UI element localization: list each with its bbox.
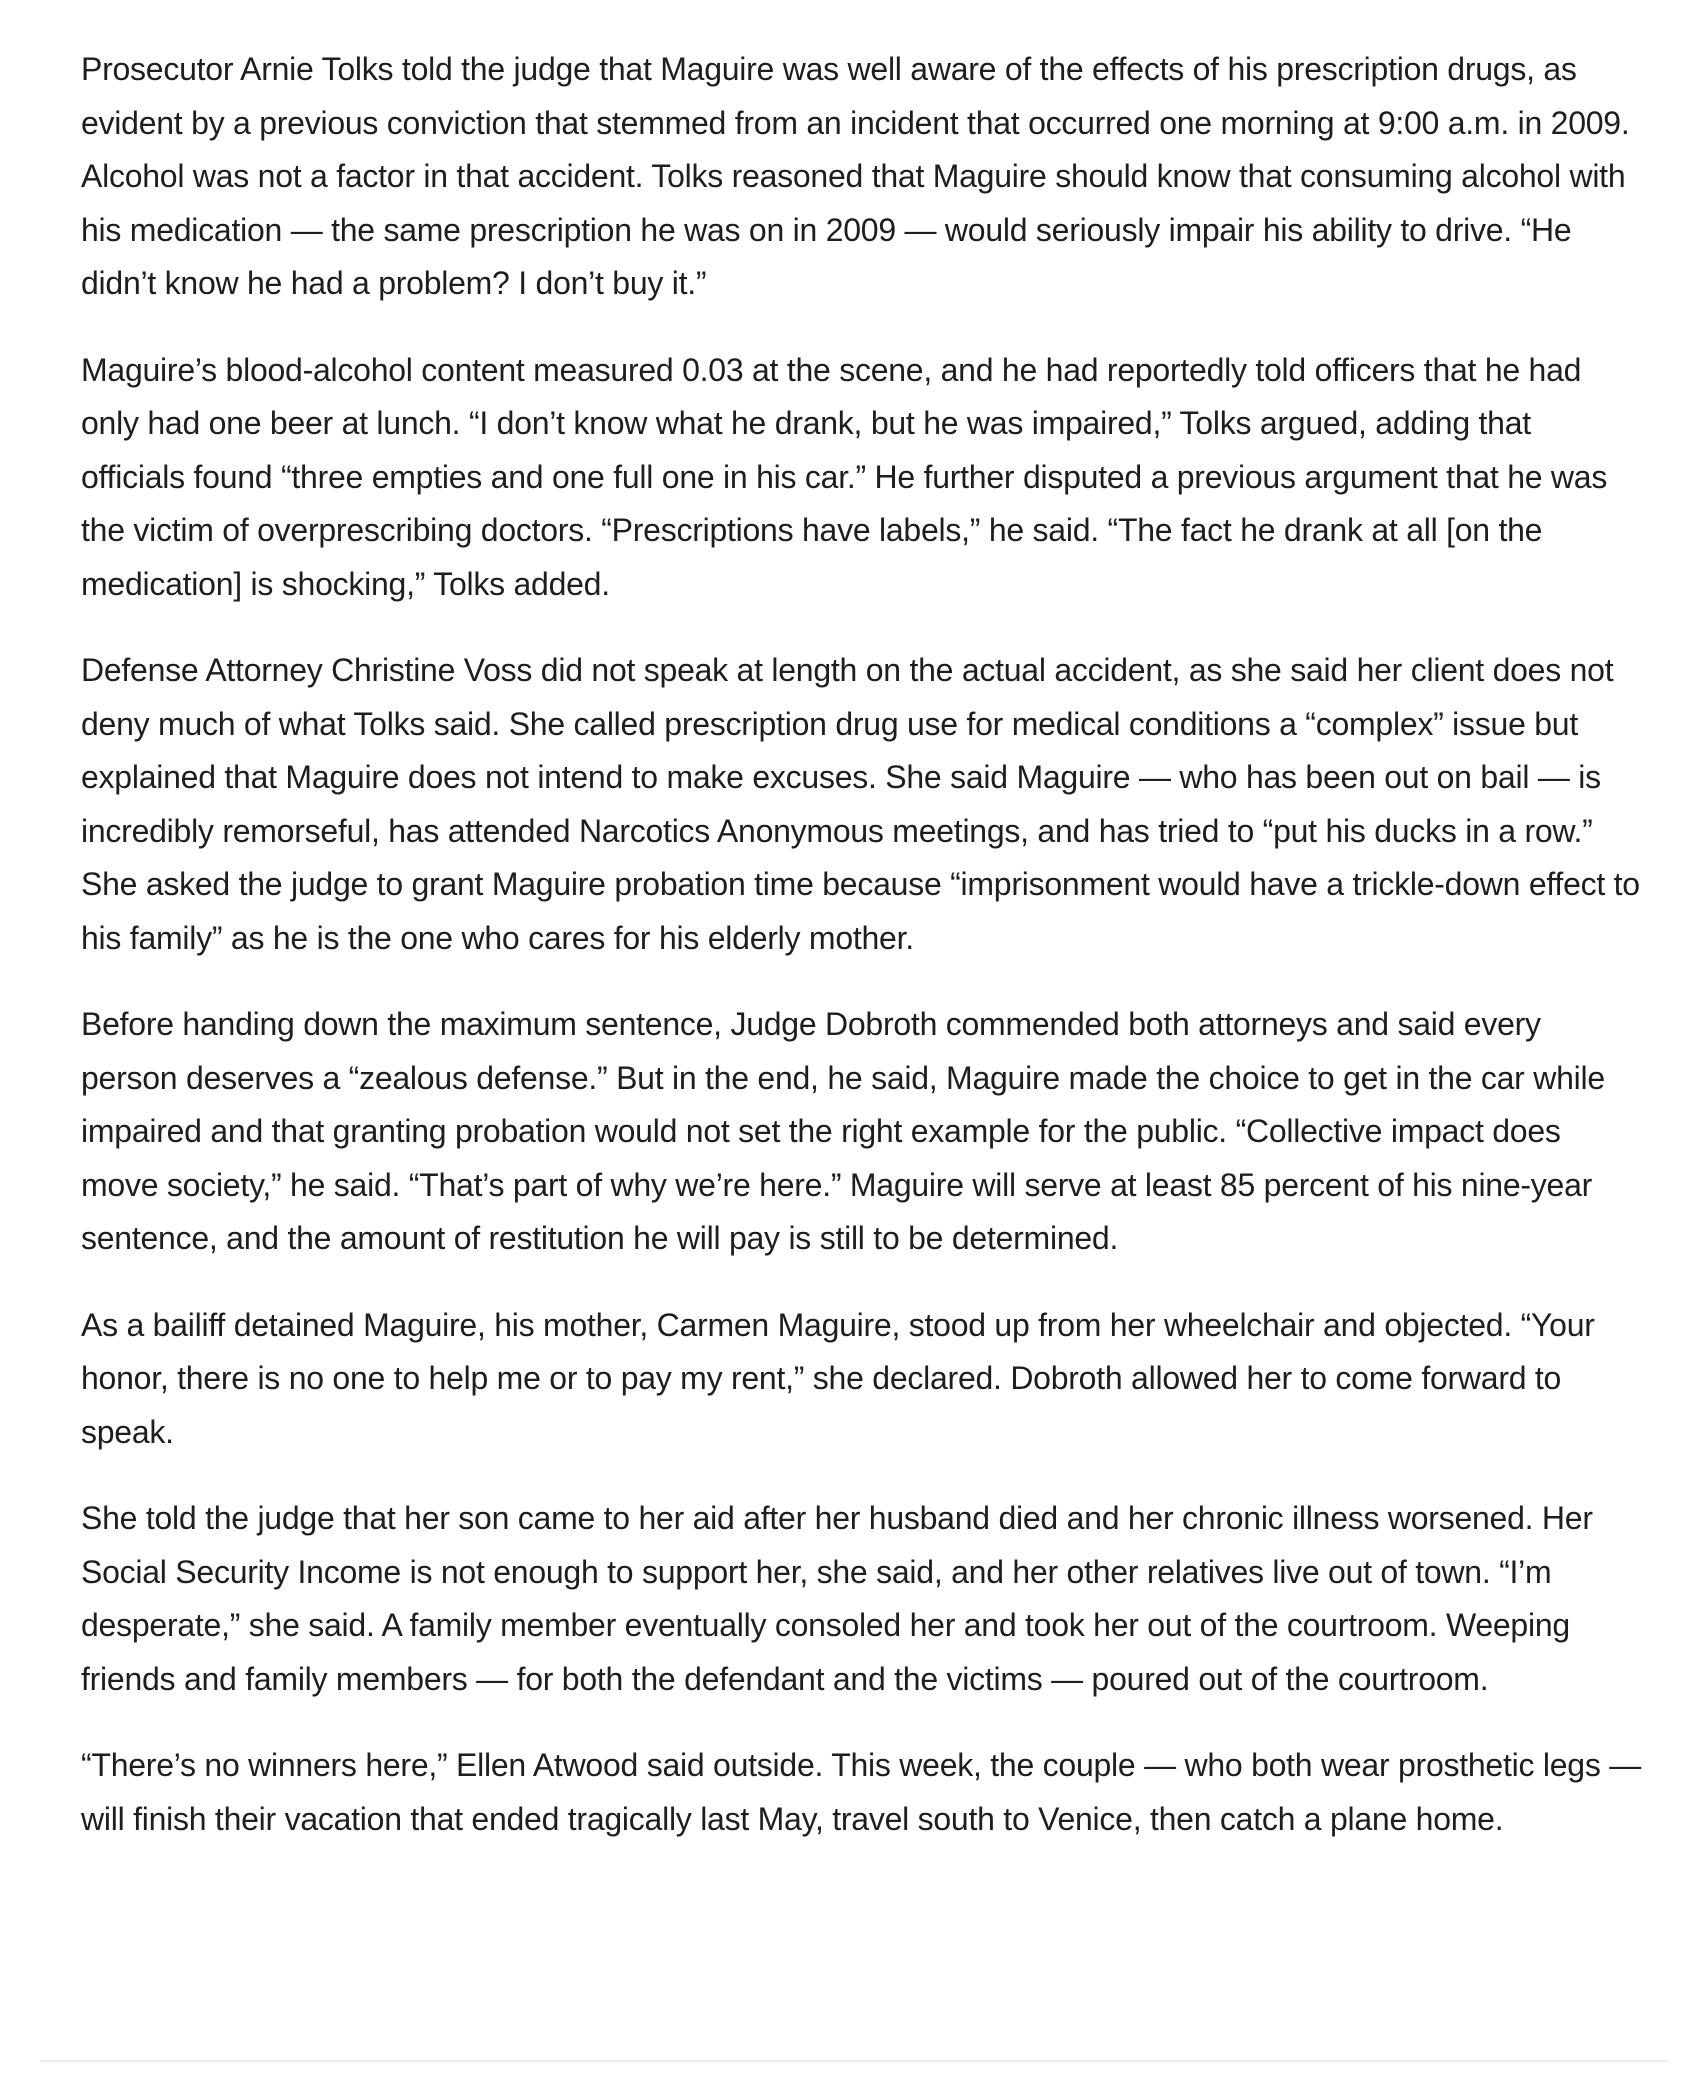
paragraph-blood-alcohol: Maguire’s blood-alcohol content measured 0.03 at the scene, and he had reportedly told officers that he had only had one beer at lunch. “I don’t know what he drank, but he was impaired,” Tolks argued, adding that officials found “three empties and one full one in his car.” He further disputed a previous argument that he was the victim of overprescribing doctors. “Prescriptions have labels,” he said. “The fact he drank at all [on the medication] is shocking,” Tolks added. xyxy=(81,351,1608,602)
paragraph-mother-statement: She told the judge that her son came to her aid after her husband died and her chronic illness worsened. Her Social Security Income is not enough to support her, she said, and her other relatives live out of town. “I’m desperate,” she said. A family member eventually consoled her and took her out of the courtroom. Weeping friends and family members — for both the defendant and the victims — poured out of the courtroom. xyxy=(81,1500,1593,1697)
paragraph-sentence: Before handing down the maximum sentence, Judge Dobroth commended both attorneys and said every person deserves a “zealous defense.” But in the end, he said, Maguire made the choice to get in the car while impaired and that granting probation would not set the right example for the public. “Collective impact does move society,” he said. “That’s part of why we’re here.” Maguire will serve at least 85 percent of his nine-year sentence, and the amount of restitution he will pay is still to be determined. xyxy=(81,1006,1605,1256)
bottom-divider xyxy=(40,2060,1668,2062)
paragraph-prosecutor-argument: Prosecutor Arnie Tolks told the judge that Maguire was well aware of the effects of his prescription drugs, as evident by a previous conviction that stemmed from an incident that occurred one morning at 9:00 a.m. in 2009. Alcohol was not a factor in that accident. Tolks reasoned that Maguire should know that consuming alcohol with his medication — the same prescription he was on in 2009 — would seriously impair his ability to drive. “He didn’t know he had a problem? I don’t buy it.” xyxy=(81,51,1630,301)
paragraph-mother-objection: As a bailiff detained Maguire, his mother, Carmen Maguire, stood up from her wheelchair and objected. “Your honor, there is no one to help me or to pay my rent,” she declared. Dobroth allowed her to come forward to speak. xyxy=(81,1306,1595,1450)
paragraph-closing-quote: “There’s no winners here,” Ellen Atwood said outside. This week, the couple — who both wear prosthetic legs — will finish their vacation that ended tragically last May, travel south to Venice, then catch a plane home. xyxy=(81,1747,1641,1837)
paragraph-defense-attorney: Defense Attorney Christine Voss did not speak at length on the actual accident, as she said her client does not deny much of what Tolks said. She called prescription drug use for medical conditions a “complex” issue but explained that Maguire does not intend to make excuses. She said Maguire — who has been out on bail — is incredibly remorseful, has attended Narcotics Anonymous meetings, and has tried to “put his ducks in a row.” She asked the judge to grant Maguire probation time because “imprisonment would have a trickle-down effect to his family” as he is the one who cares for his elderly mother. xyxy=(81,652,1640,956)
article-body xyxy=(81,43,1641,1879)
